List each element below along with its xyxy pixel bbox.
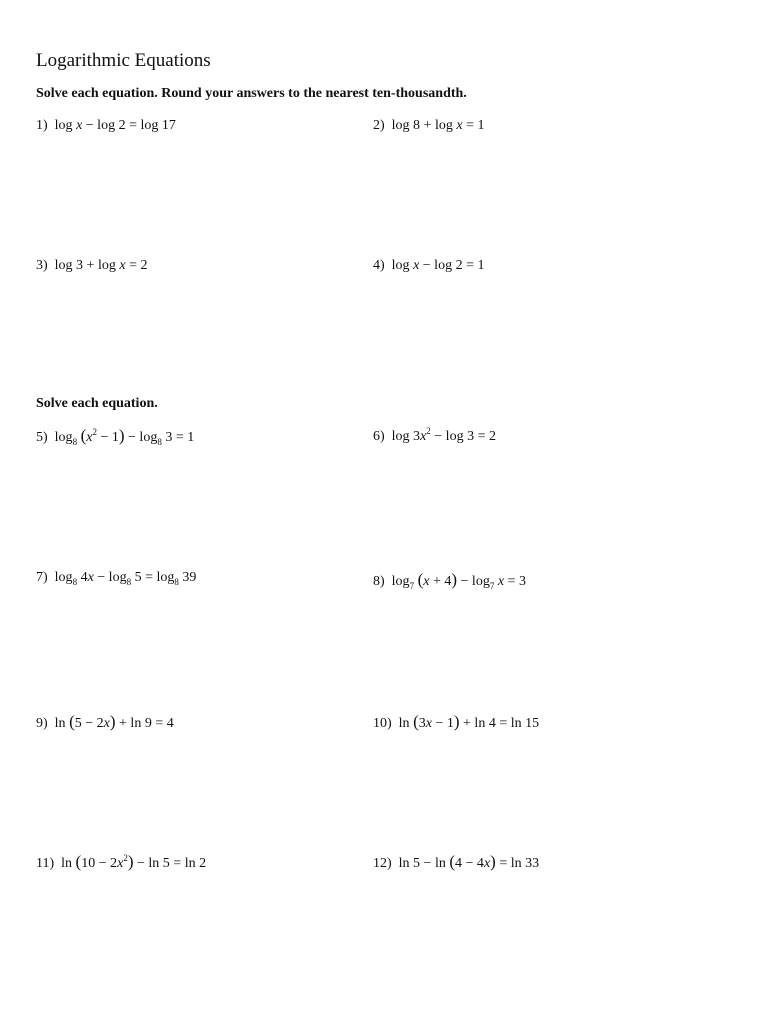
problem-equation: ln (5 − 2x) + ln 9 = 4 [54,712,174,731]
problem-equation: log 8 + log x = 1 [391,118,485,133]
problem-number: 2) [373,118,385,133]
problem-equation: $\log_8 (x^2 - 1) - \log_8 3 = 1$ [54,426,195,447]
problem-5 [36,426,194,447]
problem-9 [36,712,174,732]
problem-7 [36,570,196,587]
problem-equation: $\ln (10 - 2x^2) - \ln 5 = \ln 2$ [61,852,207,871]
problem-number: 3) [36,258,48,273]
problem-equation: ln (3x − 1) + ln 4 = ln 15 [398,712,540,731]
problem-number: 6) [373,429,385,444]
problem-equation: $\log_8 4x - \log_8 5 = \log_8 39$ [54,570,197,587]
problem-equation: $\log 3x^2 - \log 3 = 2$ [391,426,496,444]
problem-10 [373,712,539,732]
problem-number: 4) [373,258,385,273]
problem-1 [36,118,176,134]
problem-number: 9) [36,716,48,731]
problem-number: 10) [373,716,392,731]
problem-equation: $\log_7 (x + 4) - \log_7 x = 3$ [391,570,526,591]
problem-2 [373,118,484,134]
problem-equation: log 3 + log x = 2 [54,258,148,273]
problem-11 [36,852,206,872]
section-instruction: Solve each equation. [36,396,158,411]
problem-number: 8) [373,574,385,589]
problem-equation: log x − log 2 = 1 [391,258,485,273]
problem-number: 12) [373,856,392,871]
section-instruction-rounding: Solve each equation. Round your answers to the nearest ten-thousandth. [36,86,467,101]
problem-number: 1) [36,118,48,133]
problem-3 [36,258,147,274]
problem-equation: log x − log 2 = log 17 [54,118,176,133]
problem-8 [373,570,526,591]
problem-12 [373,852,539,872]
problem-number: 7) [36,570,48,585]
problem-equation: ln 5 − ln (4 − 4x) = ln 33 [398,852,540,871]
page-title: Logarithmic Equations [36,50,211,71]
problem-number: 5) [36,430,48,445]
problem-number: 11) [36,856,55,871]
problem-6 [373,426,496,445]
problem-4 [373,258,484,274]
